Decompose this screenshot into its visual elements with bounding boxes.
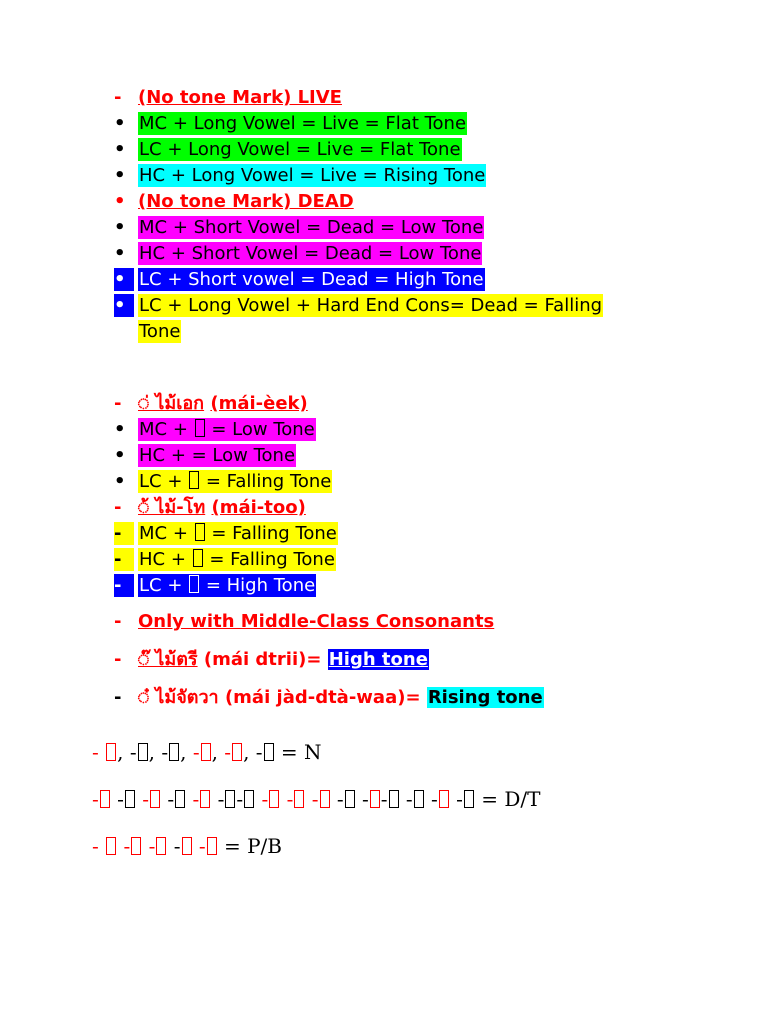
dash-marker: - xyxy=(114,687,122,708)
dead-header-text: (No tone Mark) DEAD xyxy=(138,191,354,212)
bullet-marker: • xyxy=(114,191,126,212)
mai-eek-title xyxy=(138,392,308,415)
thai-char-glyph xyxy=(345,790,355,808)
list-item-text: HC + = Falling Tone xyxy=(139,549,335,570)
mai-too-thai: ◌้ ไม้-โท xyxy=(138,497,206,518)
list-item-text: LC + Short vowel = Dead = High Tone xyxy=(139,269,484,290)
thai-char-glyph xyxy=(182,837,192,855)
thai-char-glyph xyxy=(439,790,449,808)
thai-char-glyph xyxy=(244,790,254,808)
thai-char-glyph xyxy=(414,790,424,808)
list-item-text: LC + = High Tone xyxy=(139,575,316,596)
final-dt-result: = D/T xyxy=(481,787,541,811)
dash-marker: - xyxy=(114,522,134,545)
list-item-text: MC + Long Vowel = Live = Flat Tone xyxy=(139,113,467,134)
thai-char-glyph xyxy=(195,419,205,437)
thai-char-glyph xyxy=(389,790,399,808)
bullet-marker: • xyxy=(114,139,126,160)
mai-dtrii-thai: ◌๊ ไม้ตรี xyxy=(138,649,198,670)
thai-char-glyph xyxy=(150,790,160,808)
thai-char-glyph xyxy=(264,743,274,761)
bullet-marker: • xyxy=(114,294,134,317)
list-item-text: HC + Long Vowel = Live = Rising Tone xyxy=(139,165,486,186)
thai-char-glyph xyxy=(156,837,166,855)
list-item-text: LC + Long Vowel + Hard End Cons= Dead = Falling xyxy=(139,295,603,316)
list-item-text: HC + = Low Tone xyxy=(139,445,296,466)
list-item-text: LC + = Falling Tone xyxy=(139,471,332,492)
rising-tone-label: Rising tone xyxy=(427,687,543,708)
thai-char-glyph xyxy=(189,471,199,489)
bullet-marker: • xyxy=(114,419,126,440)
list-item-text: HC + Short Vowel = Dead = Low Tone xyxy=(139,243,482,264)
thai-char-glyph xyxy=(125,790,135,808)
final-pb-result: = P/B xyxy=(223,834,282,858)
list-item-text: MC + = Falling Tone xyxy=(139,523,337,544)
thai-char-glyph xyxy=(106,837,116,855)
thai-char-glyph xyxy=(189,575,199,593)
thai-char-glyph xyxy=(294,790,304,808)
list-item-text: MC + Short Vowel = Dead = Low Tone xyxy=(139,217,484,238)
bullet-marker: • xyxy=(114,268,134,291)
dash-marker: - xyxy=(114,611,122,632)
dash-marker: - xyxy=(114,548,134,571)
dash-marker: - xyxy=(114,574,134,597)
thai-char-glyph xyxy=(464,790,474,808)
mai-too-roman: (mái-too) xyxy=(211,497,306,518)
bullet-marker: • xyxy=(114,217,126,238)
mai-eek-thai: ◌่ ไม้เอก xyxy=(138,393,205,414)
thai-char-glyph xyxy=(225,790,235,808)
list-item-text: LC + Long Vowel = Live = Flat Tone xyxy=(139,139,461,160)
thai-char-glyph xyxy=(201,743,211,761)
mai-too-title xyxy=(138,496,306,519)
dash-marker: - xyxy=(114,497,122,518)
bullet-marker: • xyxy=(114,165,126,186)
thai-char-glyph xyxy=(232,743,242,761)
thai-char-glyph xyxy=(207,837,217,855)
high-tone-label: High tone xyxy=(328,649,428,670)
mai-jatawaa-roman: (mái jàd-dtà-waa)= xyxy=(224,687,421,708)
thai-char-glyph xyxy=(175,790,185,808)
thai-char-glyph xyxy=(320,790,330,808)
live-header-text: (No tone Mark) LIVE xyxy=(138,87,342,108)
thai-char-glyph xyxy=(169,743,179,761)
mai-eek-roman: (mái-èek) xyxy=(210,393,308,414)
dash-marker: - xyxy=(114,393,122,414)
mai-dtrii-roman: (mái dtrii)= xyxy=(203,649,322,670)
final-pb-line: - - - - - = P/B xyxy=(92,834,282,858)
thai-char-glyph xyxy=(193,549,203,567)
middle-class-note-text: Only with Middle-Class Consonants xyxy=(138,611,495,632)
thai-char-glyph xyxy=(131,837,141,855)
thai-char-glyph xyxy=(138,743,148,761)
list-item-text: Tone xyxy=(139,321,181,342)
thai-char-glyph xyxy=(195,523,205,541)
final-n-result: = N xyxy=(280,740,322,764)
thai-char-glyph xyxy=(370,790,380,808)
bullet-marker: • xyxy=(114,243,126,264)
thai-char-glyph xyxy=(269,790,279,808)
thai-char-glyph xyxy=(200,790,210,808)
final-dt-line: - - - - - - - - - - - - - - - - = D/T xyxy=(92,787,541,811)
bullet-marker: • xyxy=(114,445,126,466)
thai-char-glyph xyxy=(100,790,110,808)
bullet-marker: • xyxy=(114,471,126,492)
mai-jatawaa-text xyxy=(138,686,544,709)
list-item-text: MC + = Low Tone xyxy=(139,419,315,440)
mai-jatawaa-thai: ◌๋ ไม้จัตวา xyxy=(138,687,219,708)
dash-marker: - xyxy=(114,649,122,670)
mai-dtrii-text xyxy=(138,648,429,671)
final-n-line: - , - , - , - , - , - = N xyxy=(92,740,322,764)
dash-marker: - xyxy=(114,87,122,108)
bullet-marker: • xyxy=(114,113,126,134)
thai-char-glyph xyxy=(106,743,116,761)
